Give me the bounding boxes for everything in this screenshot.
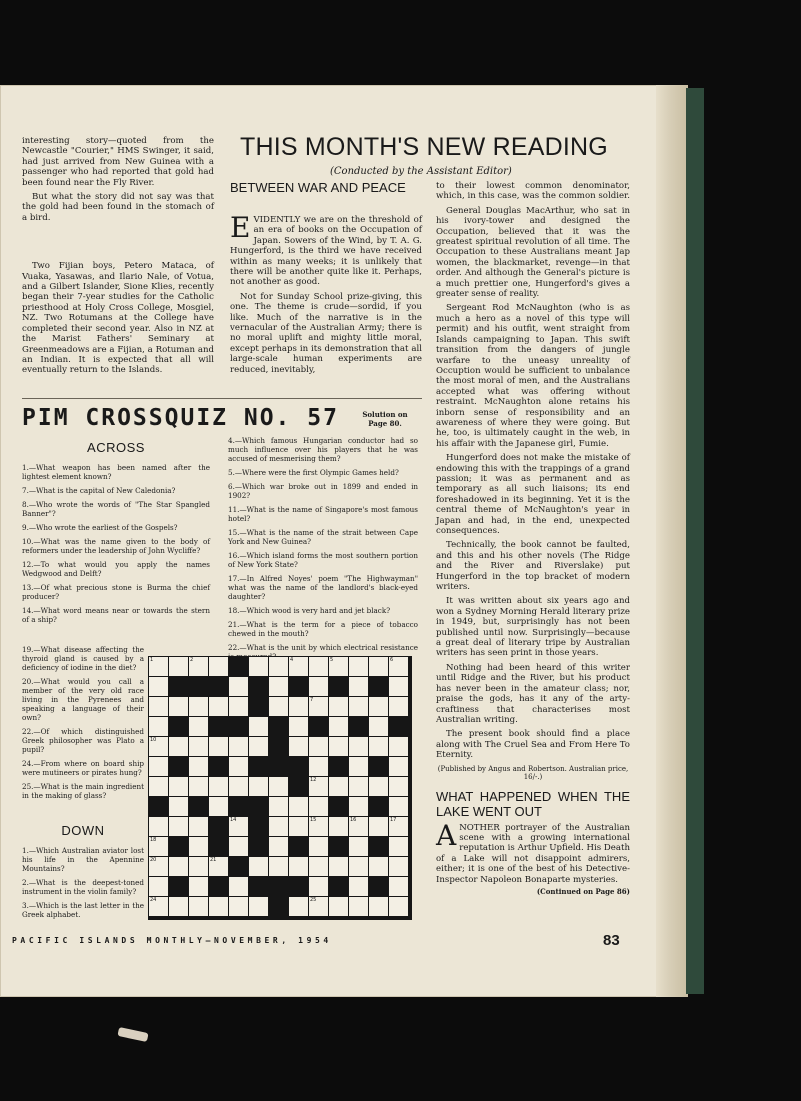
grid-cell: [229, 897, 248, 916]
grid-cell: [289, 697, 308, 716]
clue: 19.—What disease affecting the thyroid gland is caused by a deficiency of iodine in the diet?: [22, 645, 144, 672]
book-cover-edge: [686, 88, 704, 994]
grid-cell: [269, 857, 288, 876]
across-heading: ACROSS: [87, 440, 145, 455]
grid-cell: [309, 837, 328, 856]
grid-cell: [209, 897, 228, 916]
clue: 14.—What word means near or towards the stern of a ship?: [22, 606, 210, 624]
grid-number: 24: [150, 897, 157, 903]
grid-cell: [389, 797, 408, 816]
grid-cell: [389, 657, 408, 676]
grid-cell: [349, 697, 368, 716]
page-spine: [656, 85, 688, 997]
grid-cell: [309, 677, 328, 696]
grid-cell: [389, 877, 408, 896]
page-subtitle: (Conducted by the Assistant Editor): [330, 166, 512, 177]
clue: 17.—In Alfred Noyes' poem "The Highwayman" what was the name of the landlord's black-eyed daughter?: [228, 574, 418, 601]
down-heading: DOWN: [61, 823, 105, 838]
grid-cell: [229, 837, 248, 856]
grid-cell: [389, 837, 408, 856]
grid-cell: [389, 677, 408, 696]
grid-cell: [349, 857, 368, 876]
grid-cell: [349, 797, 368, 816]
grid-cell: [309, 737, 328, 756]
grid-cell: [189, 697, 208, 716]
grid-cell: [289, 737, 308, 756]
grid-cell: [149, 877, 168, 896]
grid-cell: [229, 757, 248, 776]
grid-cell: [349, 837, 368, 856]
grid-cell: [149, 817, 168, 836]
article1-p3: to their lowest common denominator, which, in this case, was the common soldier.: [436, 181, 630, 202]
grid-cell: [389, 817, 408, 836]
grid-cell: [389, 737, 408, 756]
section-divider: [22, 398, 422, 399]
grid-cell: [269, 817, 288, 836]
clue: 15.—What is the name of the strait between Cape York and New Guinea?: [228, 528, 418, 546]
grid-cell: [369, 657, 388, 676]
article1-p10: The present book should find a place along with The Cruel Sea and From Here To Eternity.: [436, 729, 630, 761]
grid-cell: [169, 817, 188, 836]
grid-cell: [209, 697, 228, 716]
grid-cell: [389, 897, 408, 916]
grid-cell: [269, 777, 288, 796]
page-footer: PACIFIC ISLANDS MONTHLY—NOVEMBER, 1954: [12, 936, 332, 945]
grid-cell: [209, 657, 228, 676]
grid-cell: [309, 857, 328, 876]
grid-cell: [189, 897, 208, 916]
grid-cell: [329, 657, 348, 676]
clue: 22.—What is the unit by which electrical resistance: [228, 643, 418, 652]
article1-heading-box: [230, 180, 420, 199]
grid-cell: [349, 877, 368, 896]
grid-number: 25: [310, 897, 317, 903]
dropcap-a: A: [436, 818, 457, 852]
grid-cell: [329, 697, 348, 716]
grid-cell: [389, 757, 408, 776]
grid-cell: [189, 877, 208, 896]
grid-cell: [349, 817, 368, 836]
clue: 2.—What is the deepest-toned instrument in the violin family?: [22, 878, 144, 896]
down-clues: [22, 823, 144, 924]
grid-cell: [269, 837, 288, 856]
grid-number: 10: [150, 737, 157, 743]
grid-cell: [229, 817, 248, 836]
grid-number: 12: [310, 777, 317, 783]
grid-cell: [289, 897, 308, 916]
grid-cell: [229, 677, 248, 696]
page-title: THIS MONTH'S NEW READING: [240, 133, 608, 161]
clue: 16.—Which island forms the most southern portion of New York State?: [228, 551, 418, 569]
grid-cell: [389, 697, 408, 716]
grid-cell: [229, 877, 248, 896]
grid-cell: [149, 837, 168, 856]
grid-cell: [329, 717, 348, 736]
grid-cell: [189, 837, 208, 856]
clue: 1.—Which Australian aviator lost his life in the Apennine Mountains?: [22, 846, 144, 873]
article1-p6: Hungerford does not make the mistake of endowing this with the trappings of a grand passion; it was as permanent and as temporary as all such liaisons; its end foreshadowed in its beginning. Yet it is the central theme of McNaughton's year in Japan and had, in the end, unexpected consequences.: [436, 453, 630, 536]
grid-number: 6: [390, 657, 394, 663]
grid-cell: [269, 797, 288, 816]
grid-number: 15: [310, 817, 317, 823]
grid-cell: [249, 857, 268, 876]
grid-cell: [189, 857, 208, 876]
grid-cell: [369, 857, 388, 876]
grid-cell: [389, 777, 408, 796]
article2-p1: NOTHER portrayer of the Australian scene with a growing international reputation is Arthur Upfield. His Death of a Lake will not disappoint admirers, either; it is one of the best of his Detective-Inspector Napoleon Bonaparte mysteries.: [436, 822, 630, 885]
article1-column: [230, 211, 422, 379]
grid-cell: [289, 817, 308, 836]
clue: 9.—Who wrote the earliest of the Gospels?: [22, 523, 178, 532]
paper-scrap: [117, 1027, 148, 1042]
grid-cell: [289, 797, 308, 816]
article1-p1: VIDENTLY we are on the threshold of an era of books on the Occupation of Japan. Sowers of the Wind, by T. A. G. Hungerford, is the third we have received within as many weeks; it is unlikely that there will be another quite like it. Perhaps, not another as good.: [230, 215, 422, 288]
grid-cell: [309, 757, 328, 776]
grid-cell: [169, 737, 188, 756]
left-paragraph-2: But what the story did not say was that the gold had been found in the stomach of a bird.: [22, 192, 214, 223]
grid-cell: [149, 677, 168, 696]
article1-p2: Not for Sunday School prize-giving, this one. The theme is crude—sordid, if you like. Much of the narrative is in the vernacular of the Australian Army; there is no moral uplift and mighty little moral, except perhaps in its demonstration that all large-scale human experiments are reduced, inevitably,: [230, 291, 422, 375]
grid-cell: [269, 677, 288, 696]
dropcap-e: E: [230, 211, 251, 244]
page-number: 83: [603, 932, 620, 949]
grid-number: 4: [290, 657, 294, 663]
grid-cell: [169, 697, 188, 716]
grid-cell: [149, 657, 168, 676]
grid-cell: [189, 817, 208, 836]
grid-cell: [329, 897, 348, 916]
grid-number: 18: [150, 837, 157, 843]
left-clues: [22, 645, 144, 805]
grid-cell: [289, 857, 308, 876]
grid-cell: [329, 737, 348, 756]
crossquiz-title: PIM CROSSQUIZ NO. 57: [22, 405, 339, 431]
grid-cell: [169, 857, 188, 876]
grid-cell: [149, 717, 168, 736]
grid-cell: [269, 697, 288, 716]
grid-cell: [189, 657, 208, 676]
grid-cell: [229, 777, 248, 796]
grid-cell: [149, 697, 168, 716]
grid-number: 5: [330, 657, 334, 663]
grid-cell: [249, 657, 268, 676]
clue: 25.—What is the main ingredient in the making of glass?: [22, 782, 144, 800]
clue: 1.—What weapon has been named after the lightest element known?: [22, 463, 210, 481]
clue: 12.—To what would you apply the names Wedgwood and Delft?: [22, 560, 210, 578]
article2-heading: WHAT HAPPENED WHEN THE LAKE WENT OUT: [436, 788, 630, 819]
mid-clues: [228, 436, 418, 666]
grid-cell: [149, 777, 168, 796]
grid-cell: [149, 757, 168, 776]
grid-cell: [249, 717, 268, 736]
continued-note: (Continued on Page 86): [536, 886, 630, 896]
clue: 7.—What is the capital of New Caledonia?: [22, 486, 176, 495]
grid-cell: [389, 857, 408, 876]
grid-cell: [369, 717, 388, 736]
clue: 3.—Which is the last letter in the Greek alphabet.: [22, 901, 144, 919]
grid-cell: [169, 777, 188, 796]
clue: 18.—Which wood is very hard and jet black?: [228, 606, 391, 615]
clue: 5.—Where were the first Olympic Games held?: [228, 468, 399, 477]
grid-cell: [309, 697, 328, 716]
grid-cell: [349, 777, 368, 796]
article1-p4: General Douglas MacArthur, who sat in his ivory-tower and designed the Occupation, believed that it was the greatest spiritual revolution of all time. The Occupation to these Australians meant Jap women, the blackmarket, revenge—in that order. And although the General's picture is a much prettier one, Hungerford's gives a greater sense of reality.: [436, 205, 630, 300]
grid-number: 1: [150, 657, 154, 663]
left-column: [22, 136, 214, 380]
clue: 10.—What was the name given to the body of reformers under the leadership of John Wycliffe?: [22, 537, 210, 555]
grid-cell: [149, 857, 168, 876]
grid-cell: [289, 657, 308, 676]
grid-cell: [249, 897, 268, 916]
grid-cell: [329, 817, 348, 836]
grid-cell: [189, 757, 208, 776]
grid-cell: [289, 717, 308, 736]
grid-number: 21: [210, 857, 217, 863]
grid-cell: [189, 777, 208, 796]
grid-cell: [349, 737, 368, 756]
article1-p7: Technically, the book cannot be faulted, and this and his other novels (The Ridge and the River and Riverslake) put Hungerford in the top bracket of modern writers.: [436, 540, 630, 593]
grid-cell: [229, 697, 248, 716]
article-right-column: [436, 181, 630, 897]
clue: 13.—Of what precious stone is Burma the chief producer?: [22, 583, 210, 601]
left-paragraph-1: interesting story—quoted from the Newcastle "Courier," HMS Swinger, it said, had just arrived from New Guinea with a passenger who had reported that gold had been found near the Fly River.: [22, 136, 214, 188]
grid-cell: [189, 737, 208, 756]
grid-number: 14: [230, 817, 237, 823]
grid-cell: [229, 737, 248, 756]
grid-cell: [369, 777, 388, 796]
grid-cell: [169, 897, 188, 916]
grid-cell: [169, 797, 188, 816]
grid-cell: [349, 657, 368, 676]
clue: 8.—Who wrote the words of "The Star Spangled Banner"?: [22, 500, 210, 518]
grid-cell: [209, 777, 228, 796]
grid-cell: [189, 717, 208, 736]
grid-number: 16: [350, 817, 357, 823]
grid-cell: [209, 737, 228, 756]
clue: 4.—Which famous Hungarian conductor had so much influence over his players that he was accused of mesmerising them?: [228, 436, 418, 463]
left-paragraph-3: Two Fijian boys, Petero Mataca, of Vuaka, Yasawas, and Ilario Nale, of Votua, and a Gilbert Islander, Sione Klies, recently began their 7-year studies for the Catholic priesthood at Holy Cross College, Mosgiel, NZ. Two Rotumans at the College have completed their second year. Also in NZ at the Marist Fathers' Seminary at Greenmeadows are a Fijian, a Rotuman and an Indian. It is expected that all will eventually return to the Islands.: [22, 261, 214, 376]
grid-cell: [329, 777, 348, 796]
article1-publisher: (Published by Angus and Robertson. Australian price, 16/-.): [437, 764, 629, 781]
grid-cell: [369, 697, 388, 716]
clue: 20.—What would you call a member of the very old race living in the Pyrenees and speaking a language of their own?: [22, 677, 144, 722]
grid-cell: [269, 657, 288, 676]
grid-cell: [169, 657, 188, 676]
clue: 22.—Of which distinguished Greek philosopher was Plato a pupil?: [22, 727, 144, 754]
grid-cell: [149, 897, 168, 916]
grid-number: 20: [150, 857, 157, 863]
crossquiz-solution-note: Solution on Page 80.: [362, 410, 408, 428]
grid-cell: [249, 737, 268, 756]
article1-p9: Nothing had been heard of this writer until Ridge and the River, but his product has never been in the amateur class; nor, praise the gods, has it any of the arty-craftiness that characterises most Australian writing.: [436, 662, 630, 725]
grid-cell: [369, 817, 388, 836]
clue: 24.—From where on board ship were mutineers or pirates hung?: [22, 759, 144, 777]
grid-cell: [309, 897, 328, 916]
clue: 6.—Which war broke out in 1899 and ended in 1902?: [228, 482, 418, 500]
crossword-grid: [148, 656, 412, 920]
grid-number: 7: [310, 697, 314, 703]
grid-cell: [349, 897, 368, 916]
article1-p8: It was written about six years ago and won a Sydney Morning Herald literary prize in 1949, but, surprisingly has not been published until now. Surprisingly—because a great deal of literary tripe by Australian writers has seen print in those years.: [436, 596, 630, 659]
grid-cell: [309, 657, 328, 676]
grid-cell: [309, 817, 328, 836]
article1-heading: BETWEEN WAR AND PEACE: [230, 180, 406, 195]
grid-cell: [349, 757, 368, 776]
article1-p5: Sergeant Rod McNaughton (who is as much a hero as a novel of this type will permit) and his outfit, went straight from Islands campaigning to Japan. This swift transition from the dangers of jungle warfare to the uneasy unreality of Occuption would be sufficient to unbalance the most moral of men, and the Australians accepted what was offering without restraint. McNaughton alone retains his inborn sense of responsibility and an awareness of where they were going. But he, too, is ultimately caught in the web, in his affair with the Japanese girl, Fumie.: [436, 303, 630, 449]
grid-cell: [149, 737, 168, 756]
grid-cell: [309, 877, 328, 896]
grid-number: 17: [390, 817, 397, 823]
grid-cell: [309, 797, 328, 816]
grid-cell: [329, 857, 348, 876]
clue: 21.—What is the term for a piece of tobacco chewed in the mouth?: [228, 620, 418, 638]
grid-number: 2: [190, 657, 194, 663]
grid-cell: [209, 857, 228, 876]
grid-cell: [309, 777, 328, 796]
across-clues: [22, 440, 210, 629]
clue: 11.—What is the name of Singapore's most famous hotel?: [228, 505, 418, 523]
grid-cell: [209, 797, 228, 816]
grid-cell: [369, 897, 388, 916]
grid-cell: [249, 777, 268, 796]
grid-cell: [349, 677, 368, 696]
grid-cell: [369, 737, 388, 756]
